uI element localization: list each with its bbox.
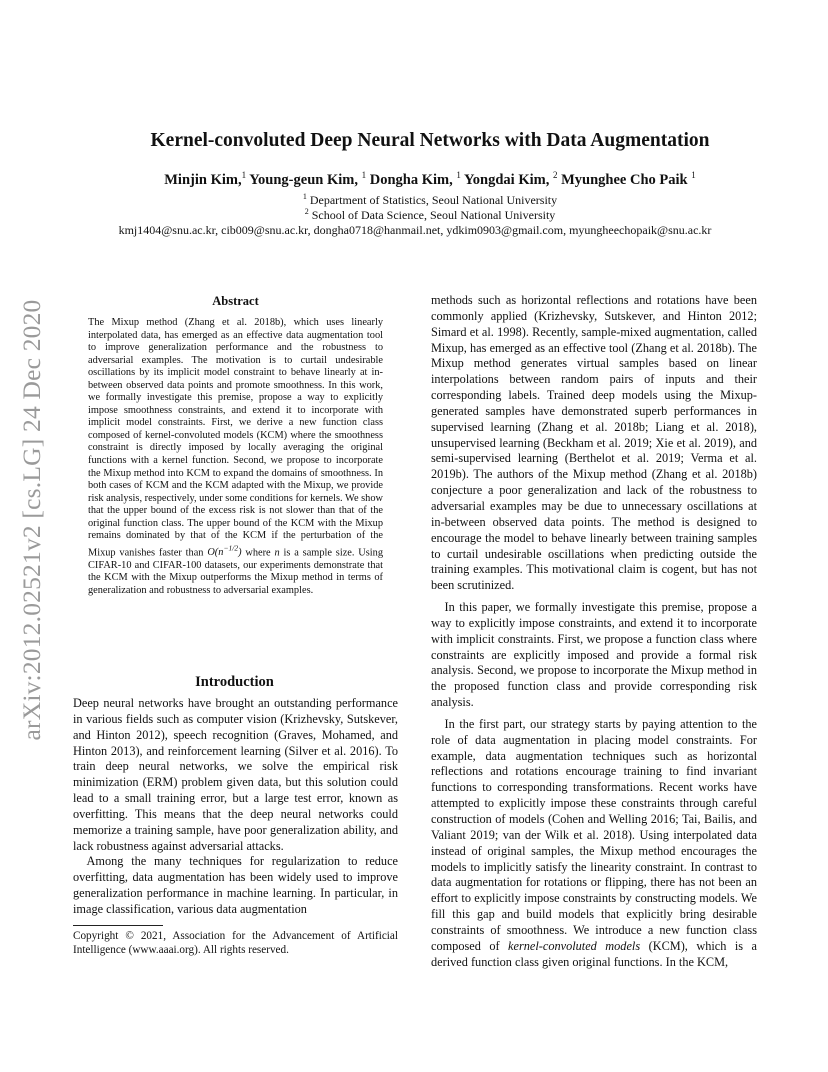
right-column-text [431,293,757,970]
author-list [90,172,770,189]
paragraph: methods such as horizontal reflections and rotations have been commonly applied (Krizhevsky, Sutskever, and Hinton 2012; Simard et al. 1998). Recently, sample-mixed augmentation, called Mixup, has emerged as an effective tool (Zhang et al. 2018b). The Mixup method generates virtual samples based on linear interpolations between random pairs of inputs and their corresponding labels. Trained deep models using the Mixup-generated samples have demonstrated superb performances in supervised learning (Zhang et al. 2018b; Liang et al. 2018), unsupervised learning (Beckham et al. 2019; Xie et al. 2019), and semi-supervised learning (Berthelot et al. 2019; Verma et al. 2019b). The authors of the Mixup method (Zhang et al. 2018b) conjecture a poor generalization and lack of the robustness to adversarial examples may be due to unnecessary oscillations at in-between observed data points. The method is designed to encourage the model to behave linearly between training samples to curtail undesirable oscillations when predicting outside the training examples. This motivational claim is cogent, but has not been scrutinized. [431,293,757,593]
paragraph: Deep neural networks have brought an outstanding performance in various fields such as computer vision (Krizhevsky, Sutskever, and Hinton 2012), speech recognition (Graves, Mohamed, and Hinton 2013), and reinforcement learning (Silver et al. 2016). To train deep neural networks, we solve the empirical risk minimization (ERM) problem given data, but this solution could lead to a small training error, but a large test error, known as overfitting. This means that the deep neural networks could memorize a training sample, have poor generalization ability, and lack robustness against adversarial attacks. [73,696,398,853]
affiliation-1: $^1$ Department of Statistics, Seoul National University [302,192,558,207]
paragraph: Among the many techniques for regularization to reduce overfitting, data augmentation has been widely used to improve generalization performance in machine learning. In particular, in image classification, various data augmentation [73,854,398,916]
copyright-footnote: Copyright © 2021, Association for the Advancement of Artificial Intelligence (www.aaai.org). All rights reserved. [73,930,398,956]
emphasis: kernel-convoluted models [508,938,641,953]
author: Dongha Kim, $^1$ [369,170,461,188]
left-column-text [73,696,398,918]
author: Young-geun Kim, $^1$ [249,170,367,188]
arxiv-identifier-sidebar [14,285,50,755]
affiliation-2: $^2$ School of Data Science, Seoul National University [304,207,556,222]
paragraph: In the first part, our strategy starts by paying attention to the role of data augmentation in placing model constraints. For example, data augmentation techniques such as horizontal reflections and rotations encourage training to find invariant functions to corresponding transformations. Recent works have attempted to explicitly impose these constraints through careful construction of models (Cohen and Welling 2016; Tai, Bailis, and Valiant 2019; van der Wilk et al. 2018). Using interpolated data instead of original samples, the Mixup method encourages the models to implicitly satisfy the linearity constraint. In contrast to data augmentation for rotations or flipping, there has not been an effort to explicitly impose constraints by constructing models. We fill this gap and build models that explicitly bring desirable constraints of smoothness. We introduce a new function class composed of kernel-convoluted models (KCM), which is a derived function class given original functions. In the KCM, [431,716,757,969]
rate-expression: $O(n^{-1/2})$ [207,543,242,559]
paragraph: In this paper, we formally investigate this premise, propose a way to explicitly impose constraints, and extend it to incorporate with implicit constraints. First, we propose a function class where constraints are explicitly imposed and provide a formal risk analysis. Second, we propose to incorporate the Mixup method in the proposed function class and provide corresponding risk analysis. [431,600,757,710]
arxiv-identifier: arXiv:2012.02521v2 [cs.LG] 24 Dec 2020 [17,299,46,741]
abstract-body: The Mixup method (Zhang et al. 2018b), which uses linearly interpolated data, has emerged as an effective data augmentation tool to improve generalization performance and the robustness to adversarial examples. The motivation is to curtail undesirable oscillations by its implicit model constraint to behave linearly at in-between observed data points and promote smoothness. In this work, we formally investigate this premise, propose a way to explicitly impose smoothness constraints, and extend it to incorporate with implicit model constraints. First, we derive a new function class composed of kernel-convoluted models (KCM) where the smoothness constraint is directly imposed by locally averaging the original functions with a kernel function. Second, we propose to incorporate the Mixup method into KCM to expand the domains of smoothness. In both cases of KCM and the KCM adapted with the Mixup, we provide risk analysis, respectively, under some conditions for kernels. We show that the upper bound of the excess risk is not slower than that of the original function class. The upper bound of the KCM with the Mixup remains dominated by that of the KCM if the perturbation of the Mixup vanishes faster than $O(n^{-1/2})$ where n is a sample size. Using CIFAR-10 and CIFAR-100 datasets, our experiments demonstrate that the KCM with the Mixup outperforms the Mixup method in terms of generalization and robustness to adversarial examples. [88,317,384,596]
footnote-divider [73,925,163,926]
author-emails: kmj1404@snu.ac.kr, cib009@snu.ac.kr, dongha0718@hanmail.net, ydkim0903@gmail.com, myungheechopaik@snu.ac.kr [118,223,712,237]
author: Yongdai Kim, $^2$ [463,170,558,188]
introduction-heading: Introduction [195,674,274,690]
abstract-heading: Abstract [212,294,259,308]
author: Myunghee Cho Paik $^1$ [561,170,696,188]
paper-title: Kernel-convoluted Deep Neural Networks with Data Augmentation [150,130,710,151]
author: Minjin Kim,$^1$ [164,170,247,188]
